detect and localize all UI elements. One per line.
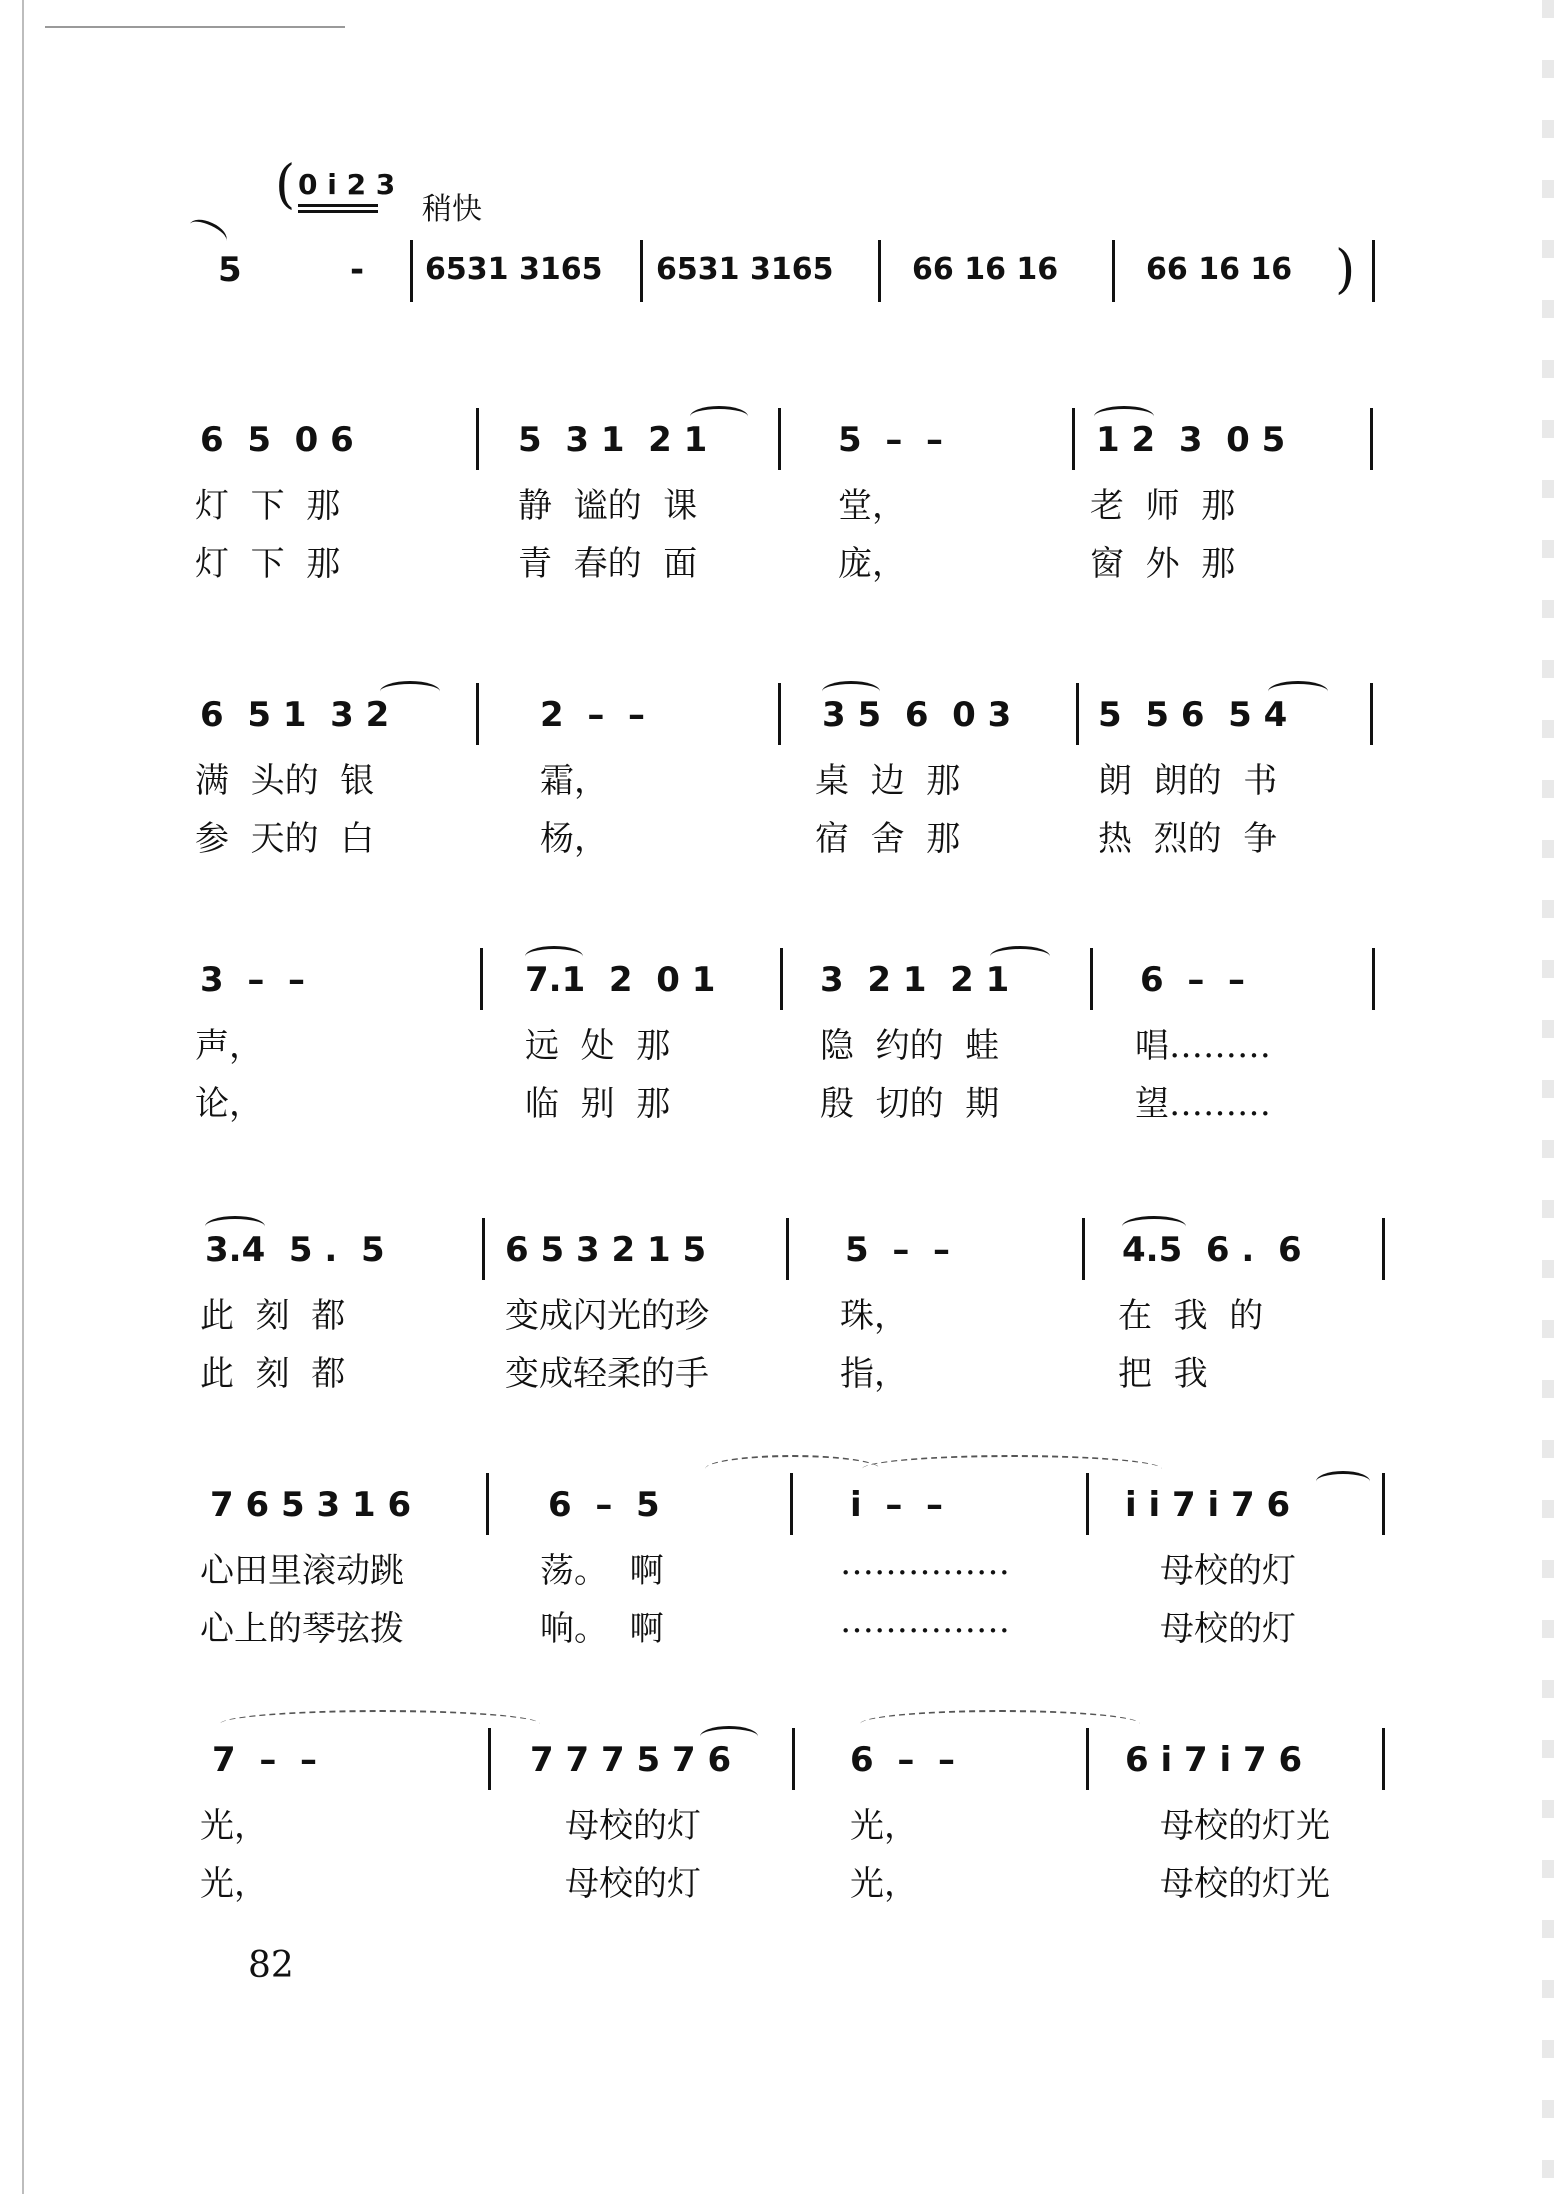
lyric: …………… — [840, 1601, 1010, 1641]
slur — [1268, 681, 1328, 702]
measure: 5 5 6 5 4 — [1098, 695, 1288, 735]
lyric: 母校的灯 — [1160, 1609, 1296, 1649]
measure: 1 2 3 0 5 — [1096, 420, 1286, 460]
measure: 3 5 6 0 3 — [822, 695, 1012, 735]
lyric: 在 我 的 — [1118, 1296, 1264, 1336]
lyric: 珠， — [840, 1296, 908, 1336]
lyric: 唱……… — [1135, 1026, 1271, 1066]
intro-measure-4: 66 16 16 — [1146, 252, 1293, 287]
measure: 6 i 7 i 7 6 — [1125, 1740, 1303, 1780]
lyric: 把 我 — [1118, 1354, 1208, 1394]
lyric: …………… — [840, 1543, 1010, 1583]
lyric: 母校的灯 — [565, 1864, 701, 1904]
tempo-marking: 稍快 — [422, 192, 482, 227]
lyric: 朗 朗的 书 — [1098, 761, 1278, 801]
lyric: 母校的灯光 — [1160, 1864, 1330, 1904]
slur — [990, 946, 1050, 967]
lyric: 远 处 那 — [525, 1026, 671, 1066]
lyric: 杨， — [540, 819, 608, 859]
lyric: 灯 下 那 — [195, 486, 341, 526]
measure: 6 – – — [1140, 960, 1246, 1000]
barline — [1370, 408, 1373, 470]
lyric: 心田里滚动跳 — [200, 1551, 404, 1591]
lyric: 母校的灯光 — [1160, 1806, 1330, 1846]
lyric: 庞， — [838, 544, 906, 584]
measure: 2 – – — [540, 695, 646, 735]
lyric: 满 头的 银 — [195, 761, 375, 801]
intro-first-note: 5 — [218, 250, 242, 290]
intro-measure-2: 6531 3165 — [656, 252, 834, 287]
measure: 3 2 1 2 1 — [820, 960, 1010, 1000]
barline — [1086, 1473, 1089, 1535]
measure: 3 – – — [200, 960, 306, 1000]
measure: 6 – – — [850, 1740, 956, 1780]
barline — [488, 1728, 491, 1790]
barline — [790, 1473, 793, 1535]
slur — [1316, 1471, 1370, 1492]
barline — [1370, 683, 1373, 745]
barline — [640, 240, 643, 302]
barline — [1082, 1218, 1085, 1280]
lyric: 母校的灯 — [1160, 1551, 1296, 1591]
barline — [778, 408, 781, 470]
page-number: 82 — [248, 1945, 294, 1986]
system-6 — [0, 1740, 1556, 1920]
barline — [1072, 408, 1075, 470]
measure: i i 7 i 7 6 — [1125, 1485, 1291, 1525]
slur — [822, 681, 880, 702]
measure: i – – — [850, 1485, 944, 1525]
slur — [1122, 1216, 1186, 1237]
lyric: 热 烈的 争 — [1098, 819, 1278, 859]
lyric: 静 谧的 课 — [518, 486, 698, 526]
lyric: 响。 啊 — [540, 1609, 664, 1649]
lyric: 光， — [200, 1806, 268, 1846]
top-rule — [45, 26, 345, 28]
measure: 5 – – — [845, 1230, 951, 1270]
slur — [525, 946, 583, 967]
barline — [476, 408, 479, 470]
lyric: 光， — [850, 1864, 918, 1904]
barline — [480, 948, 483, 1010]
measure: 5 – – — [838, 420, 944, 460]
lyric: 殷 切的 期 — [820, 1084, 1000, 1124]
intro-dash: - — [350, 250, 365, 290]
barline — [1112, 240, 1115, 302]
system-1 — [0, 420, 1556, 600]
measure: 6 5 0 6 — [200, 420, 354, 460]
intro-measure-1: 6531 3165 — [425, 252, 603, 287]
barline — [410, 240, 413, 302]
tie — [860, 1710, 1140, 1738]
lyric: 变成闪光的珍 — [505, 1296, 709, 1336]
measure: 7 7 7 5 7 6 — [530, 1740, 732, 1780]
tie — [862, 1455, 1162, 1483]
barline — [1076, 683, 1079, 745]
barline — [780, 948, 783, 1010]
measure: 4.5 6 . 6 — [1122, 1230, 1302, 1270]
lyric: 青 春的 面 — [518, 544, 698, 584]
system-5 — [0, 1485, 1556, 1665]
barline — [878, 240, 881, 302]
lyric: 参 天的 白 — [195, 819, 375, 859]
lyric: 指， — [840, 1354, 908, 1394]
lyric: 桌 边 那 — [815, 761, 961, 801]
measure: 7.1 2 0 1 — [525, 960, 716, 1000]
barline-end — [1372, 240, 1375, 302]
lyric: 老 师 那 — [1090, 486, 1236, 526]
lyric: 声， — [195, 1026, 263, 1066]
measure: 3.4 5 . 5 — [205, 1230, 385, 1270]
barline — [1372, 948, 1375, 1010]
lyric: 灯 下 那 — [195, 544, 341, 584]
barline — [486, 1473, 489, 1535]
lyric: 此 刻 都 — [200, 1354, 346, 1394]
lyric: 宿 舍 那 — [815, 819, 961, 859]
system-3 — [0, 960, 1556, 1140]
measure: 7 6 5 3 1 6 — [210, 1485, 412, 1525]
barline — [1086, 1728, 1089, 1790]
intro-pickup-underline — [298, 204, 378, 207]
barline — [778, 683, 781, 745]
barline — [792, 1728, 795, 1790]
lyric: 窗 外 那 — [1090, 544, 1236, 584]
lyric: 心上的琴弦拨 — [200, 1609, 404, 1649]
lyric: 母校的灯 — [565, 1806, 701, 1846]
lyric: 隐 约的 蛙 — [820, 1026, 1000, 1066]
barline — [1090, 948, 1093, 1010]
barline — [786, 1218, 789, 1280]
measure: 7 – – — [212, 1740, 318, 1780]
lyric: 堂， — [838, 486, 906, 526]
lyric: 望……… — [1135, 1084, 1271, 1124]
barline — [482, 1218, 485, 1280]
intro-pickup: 0 i 2 3 — [298, 168, 396, 201]
system-4 — [0, 1230, 1556, 1410]
lyric: 霜， — [540, 761, 608, 801]
barline — [1382, 1218, 1385, 1280]
slur — [690, 406, 748, 427]
intro-pickup-underline-2 — [298, 210, 378, 213]
intro-open-paren: ( — [275, 155, 296, 215]
tie-in — [185, 215, 230, 251]
slur — [1094, 406, 1154, 427]
barline — [1382, 1728, 1385, 1790]
intro-close-paren: ) — [1335, 240, 1356, 300]
intro-measure-3: 66 16 16 — [912, 252, 1059, 287]
barline — [476, 683, 479, 745]
lyric: 荡。 啊 — [540, 1551, 664, 1591]
lyric: 此 刻 都 — [200, 1296, 346, 1336]
slur — [700, 1726, 758, 1747]
tie — [220, 1710, 540, 1738]
measure: 6 5 3 2 1 5 — [505, 1230, 707, 1270]
lyric: 变成轻柔的手 — [505, 1354, 709, 1394]
system-2 — [0, 695, 1556, 875]
lyric: 光， — [200, 1864, 268, 1904]
slur — [205, 1216, 265, 1237]
measure: 6 5 1 3 2 — [200, 695, 390, 735]
lyric: 光， — [850, 1806, 918, 1846]
barline — [1382, 1473, 1385, 1535]
lyric: 临 别 那 — [525, 1084, 671, 1124]
measure: 6 – 5 — [548, 1485, 660, 1525]
slur — [380, 681, 440, 702]
measure: 5 3 1 2 1 — [518, 420, 708, 460]
lyric: 论， — [195, 1084, 263, 1124]
